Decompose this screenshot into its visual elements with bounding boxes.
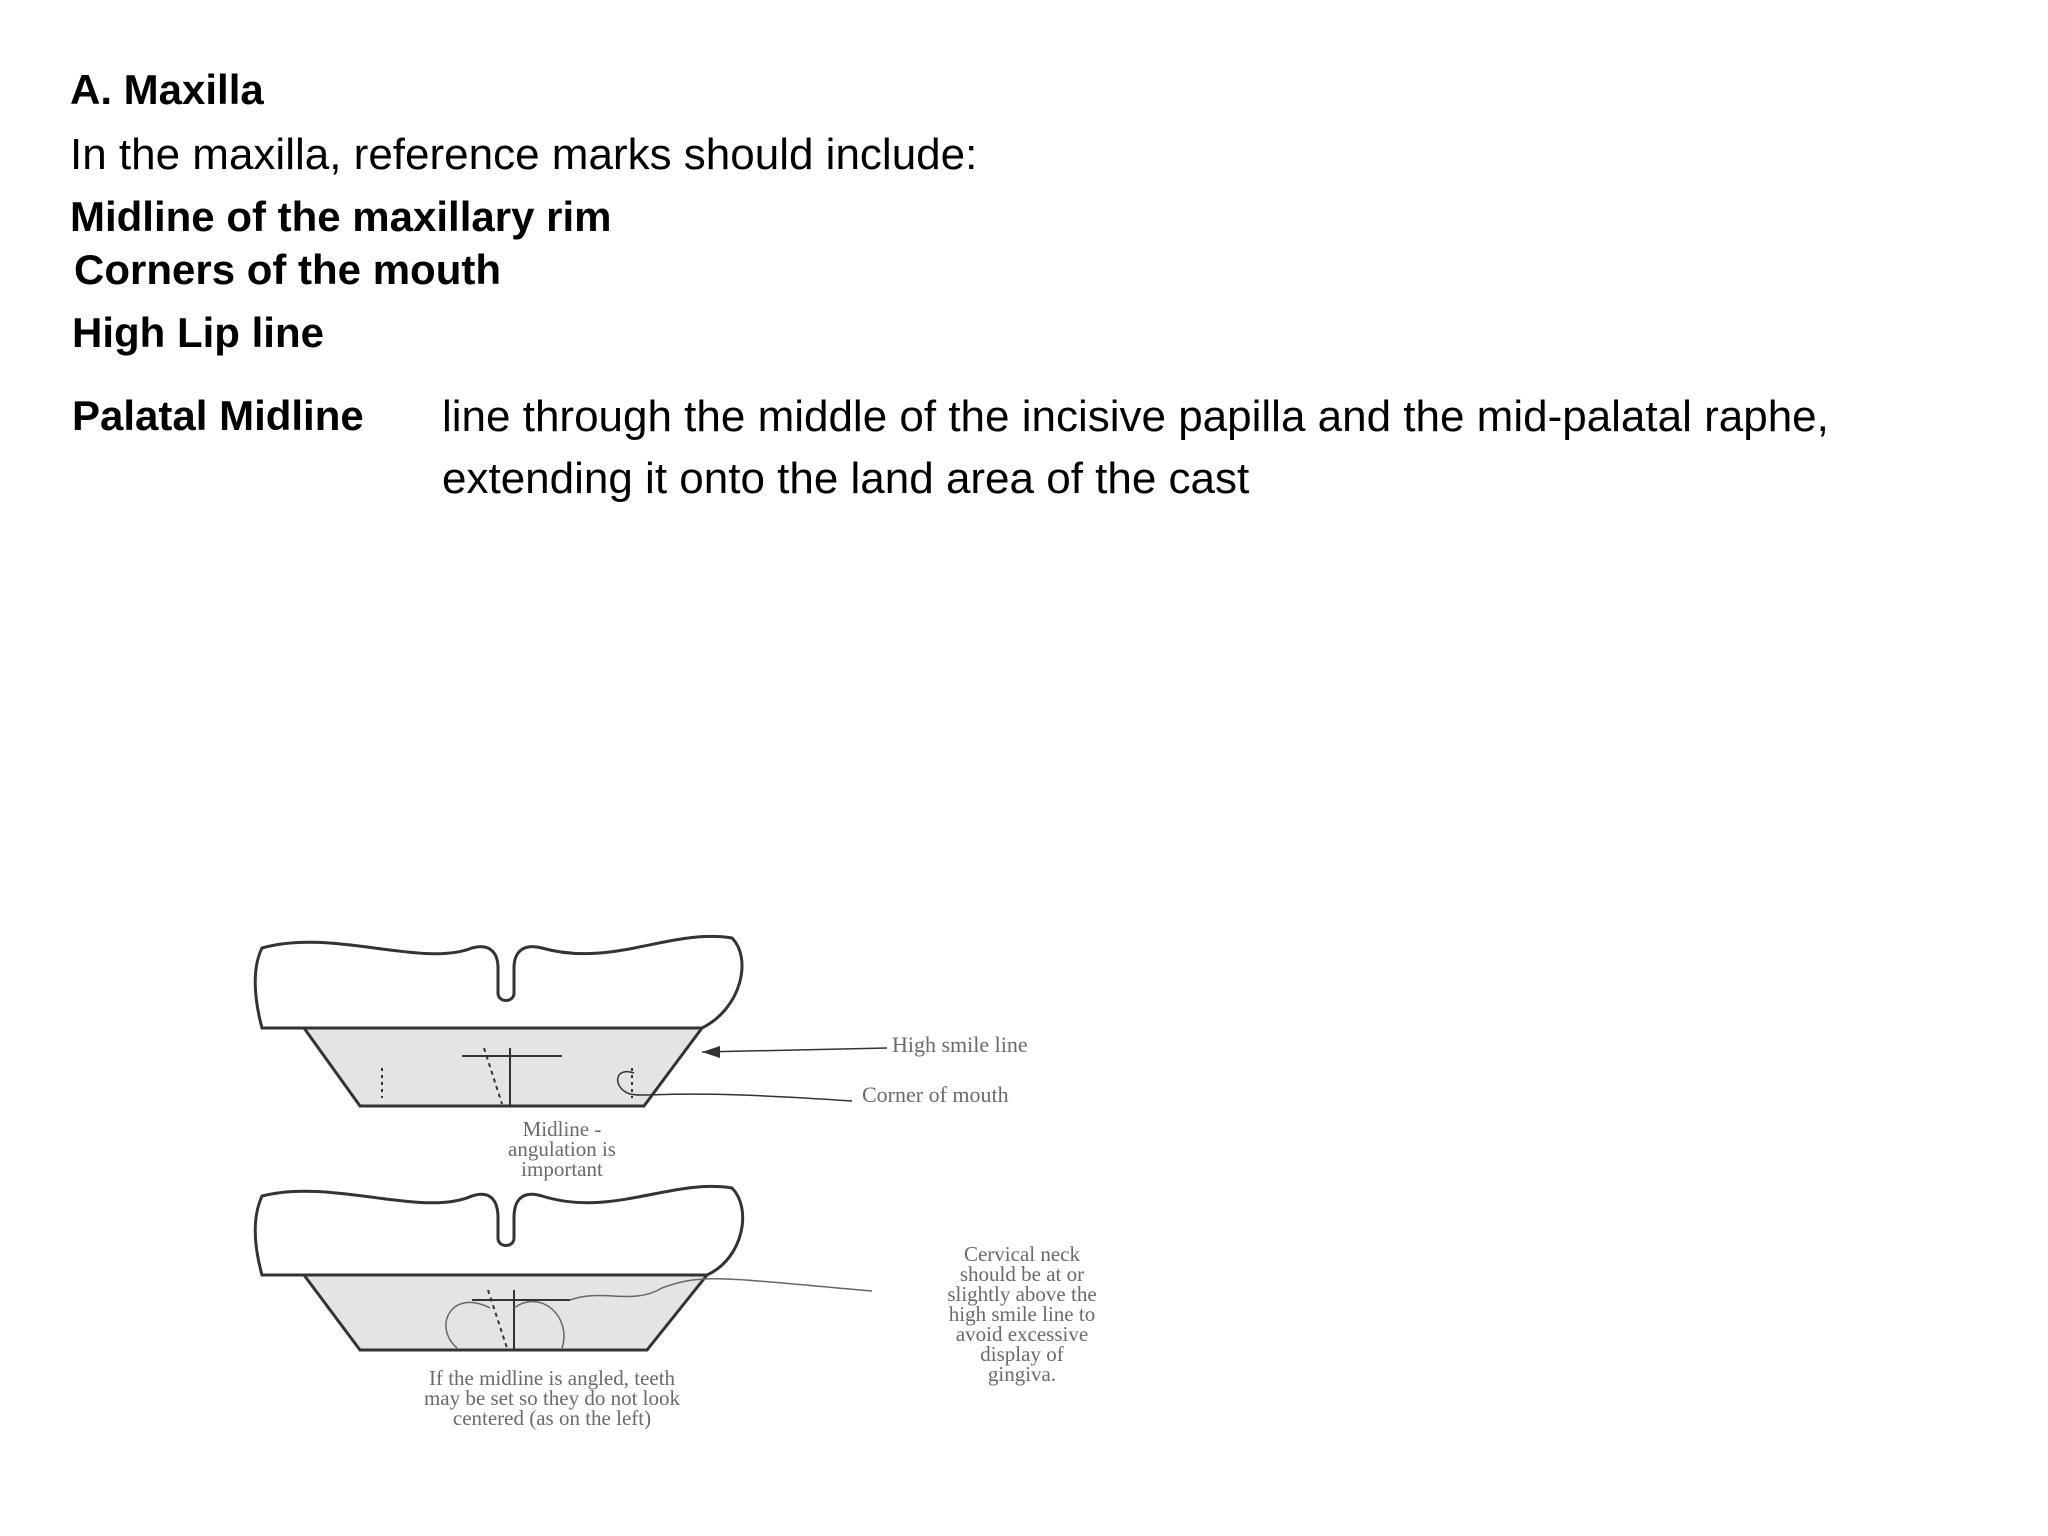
label-high-smile-line: High smile line: [892, 1032, 1028, 1057]
intro-text: In the maxilla, reference marks should include:: [70, 130, 978, 179]
label-corner-of-mouth: Corner of mouth: [862, 1082, 1009, 1107]
definition-text: line through the middle of the incisive papilla and the mid-palatal raphe, extending it onto the land area of the cast: [442, 392, 1829, 503]
reference-mark-corners: Corners of the mouth: [74, 246, 501, 293]
definition-term: Palatal Midline: [72, 392, 364, 439]
reference-mark-high-lip-line: High Lip line: [72, 309, 324, 356]
occlusion-rim-figure: [252, 928, 1172, 1428]
caption-cervical-neck: Cervical neck should be at or slightly above the high smile line to avoid excessive display of gingiva.: [947, 1242, 1097, 1386]
section-heading: A. Maxilla: [70, 66, 264, 113]
reference-mark-midline: Midline of the maxillary rim: [70, 193, 612, 240]
caption-angled-midline: If the midline is angled, teeth may be set so they do not look centered (as on the left): [423, 1366, 681, 1430]
lower-rim-diagram: [255, 1186, 872, 1350]
caption-midline: Midline - angulation is important: [508, 1117, 616, 1181]
upper-rim-diagram: [255, 936, 887, 1106]
